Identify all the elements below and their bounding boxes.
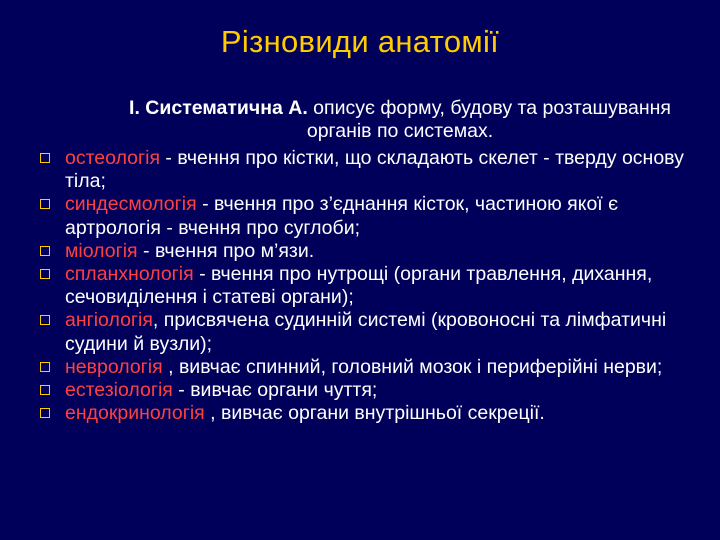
description: - вчення про м’язи. <box>137 239 315 262</box>
term: естезіологія <box>65 379 173 402</box>
list-item <box>40 402 712 425</box>
list-item <box>40 193 712 239</box>
description: , вивчає органи внутрішньої секреції. <box>204 402 545 425</box>
list-item <box>40 263 712 309</box>
list-item <box>40 356 712 379</box>
hollow-square-bullet-icon <box>40 408 50 418</box>
list-item <box>40 379 712 402</box>
intro-text: описує форму, будову та розташування органів по системах. <box>306 97 671 142</box>
anatomy-branches-list <box>40 147 712 425</box>
hollow-square-bullet-icon <box>40 385 50 395</box>
slide-title: Різновиди анатомії <box>220 24 500 59</box>
hollow-square-bullet-icon <box>40 315 50 325</box>
hollow-square-bullet-icon <box>40 269 50 279</box>
description: , присвячена судинній системі (кровоносні та лімфатичні судини й вузли); <box>65 309 667 355</box>
term: міологія <box>65 239 138 262</box>
description: - вчення про нутрощі (органи травлення, дихання, сечовиділення і статеві органи); <box>65 263 653 309</box>
description: - вчення про з’єднання кісток, частиною якої є артрологія - вчення про суглоби; <box>65 193 619 239</box>
term: ангіологія <box>65 309 153 332</box>
description: - вивчає органи чуття; <box>172 379 378 402</box>
description: - вчення про кістки, що складають скелет - тверду основу тіла; <box>65 147 684 193</box>
term: остеологія <box>65 147 161 169</box>
hollow-square-bullet-icon <box>40 362 50 372</box>
hollow-square-bullet-icon <box>40 199 50 209</box>
term: синдесмологія <box>65 193 197 216</box>
intro-paragraph <box>100 97 700 143</box>
intro-heading: І. Систематична А. <box>129 97 308 119</box>
hollow-square-bullet-icon <box>40 246 50 256</box>
hollow-square-bullet-icon <box>40 153 50 163</box>
term: ендокринологія <box>65 402 205 425</box>
description: , вивчає спинний, головний мозок і периферійні нерви; <box>162 355 663 378</box>
term: неврологія <box>65 355 163 378</box>
term: спланхнологія <box>65 263 194 286</box>
list-item <box>40 147 712 193</box>
list-item <box>40 240 712 263</box>
list-item <box>40 309 712 355</box>
